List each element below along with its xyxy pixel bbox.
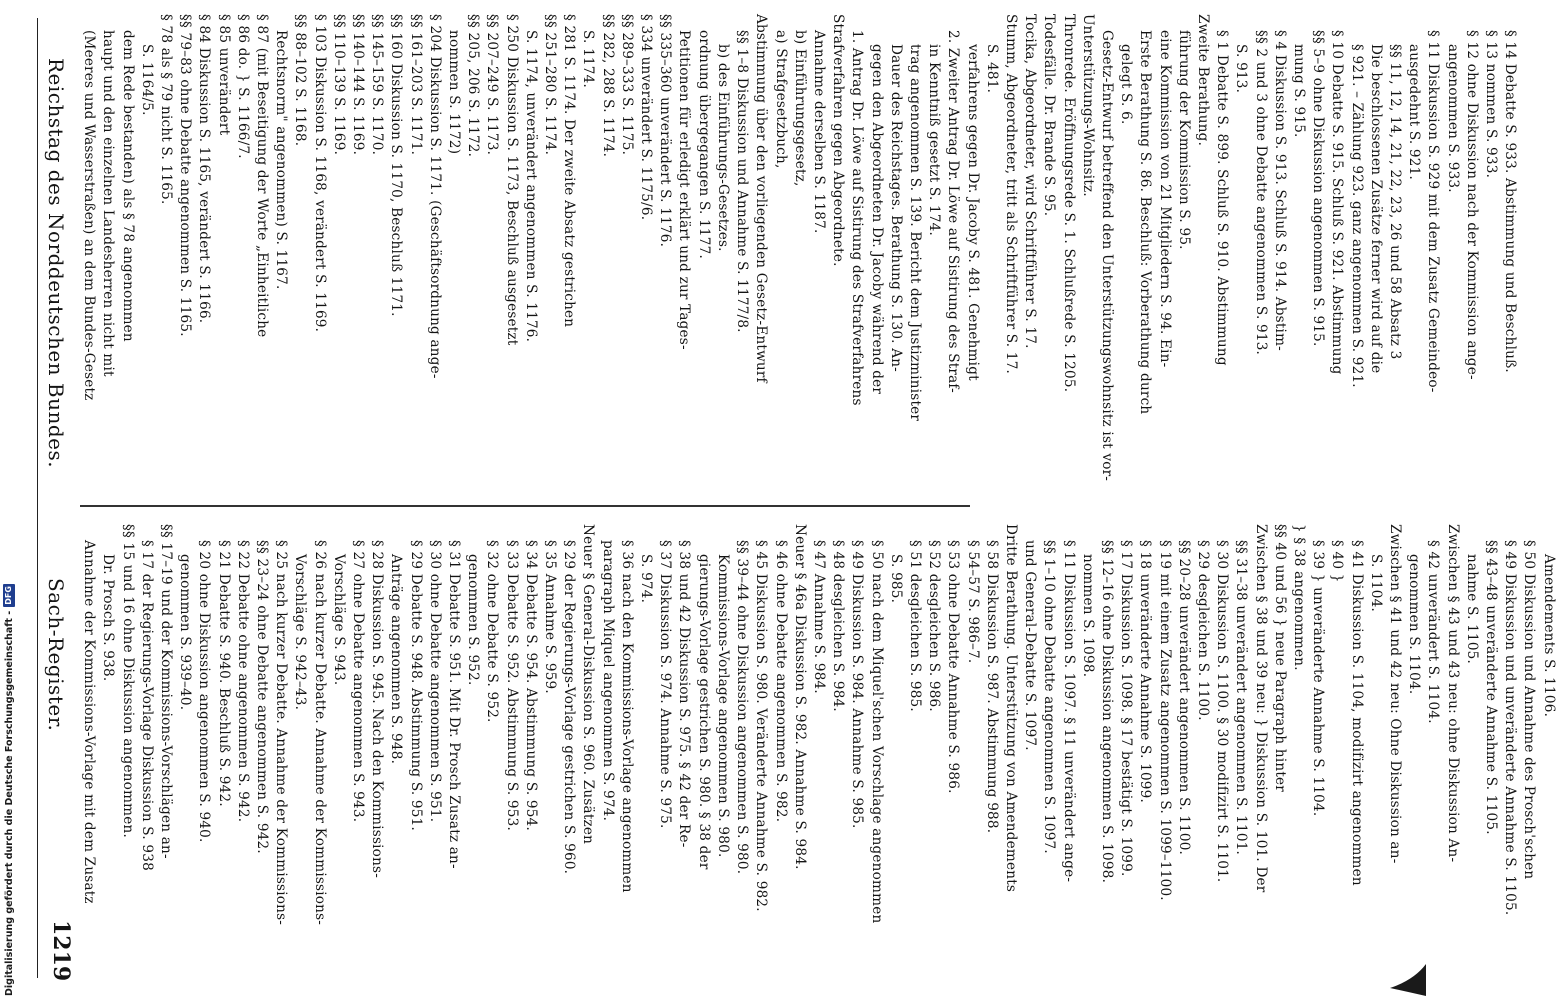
left-column-line: § 78 als § 79 nicht S. 1165. [158, 14, 175, 205]
left-column-line: §§ 110–139 S. 1169. [330, 14, 347, 156]
right-column-line: § 40 } [1329, 540, 1346, 583]
right-column-line: §§ 31–38 unverändert angenommen S. 1101. [1233, 540, 1250, 856]
left-column-line: § 14 Debatte S. 933. Abstimmung und Beschluß. [1502, 30, 1519, 373]
left-column-line: Annahme derselben S. 1187. [810, 30, 827, 234]
right-column-line: § 49 Diskussion S. 984. Annahme S. 985. [849, 540, 866, 829]
left-column-line: § 103 Diskussion S. 1168, verändert S. 1169. [311, 14, 328, 333]
left-column-line: dem Rede bestanden) als § 78 angenommen [119, 30, 136, 342]
left-column-line: §§ 205, 206 S. 1172. [465, 14, 482, 158]
right-column-line: § 18 unveränderte Annahme S. 1099. [1137, 540, 1154, 804]
left-column-line: Dauer des Reichstages. Berathung S. 130. An- [887, 44, 904, 372]
right-column-line: § 50 Diskussion und Annahme des Prosch'schen [1521, 540, 1538, 880]
left-column-line: § 87 (mit Beseitigung der Worte „Einheitliche [254, 14, 271, 338]
left-column-line: Tocika, Abgeordneter, wird Schriftführer S. 17. [1022, 14, 1039, 349]
left-column-line: trag angenommen S. 139. Bericht dem Justizminister [906, 44, 923, 422]
right-column-line: § 28 Diskussion S. 945. Nach den Kommissions- [369, 540, 386, 878]
right-column-line: Vorschläge S. 943. [330, 554, 347, 686]
left-column-line: eine Kommission von 21 Mitgliedern S. 94. Ein- [1156, 30, 1173, 368]
right-column-line: § 30 Diskussion S. 1100. § 30 modifizirt S. 1101. [1214, 540, 1231, 883]
running-head-right: Sach-Register. [44, 578, 68, 732]
running-head-left: Reichstag des Norddeutschen Bundes. [44, 58, 68, 469]
right-column [79, 524, 1557, 994]
right-column-line: } § 38 angenommen. [1291, 524, 1307, 671]
right-column-line: § 38 und 42 Diskussion S. 975. § 42 der Re- [676, 540, 693, 848]
left-column-line: Erste Berathung S. 86. Beschluß: Vorberathung durch [1137, 30, 1154, 415]
right-column-line: § 29 Debatte S. 948. Abstimmung S. 951. [407, 540, 424, 831]
left-column-line: gelegt S. 6. [1118, 44, 1135, 125]
right-column-line: § 50 nach dem Miquel'schen Vorschlage angenommen [868, 540, 885, 924]
left-column-line: führung der Kommission S. 95. [1175, 30, 1192, 250]
left-column-line: S. 481. [983, 44, 1000, 94]
left-column-line: b) des Einführungs-Gesetzes. [714, 44, 731, 252]
left-column-line: Petitionen für erledigt erklärt und zur Tages- [676, 30, 693, 350]
left-column-line: §§ 282, 288 S. 1174. [599, 14, 616, 158]
left-column-line: §§ 2 und 3 ohne Debatte angenommen S. 913. [1252, 30, 1269, 356]
right-column-line: § 32 ohne Debatte S. 952. [484, 540, 501, 723]
right-column-line: §§ 20–28 unverändert angenommen S. 1100. [1175, 540, 1192, 856]
running-head [37, 18, 78, 978]
left-column-line: § 204 Diskussion S. 1171. (Geschäftsordnung ange- [426, 14, 443, 379]
left-column-line: § 4 Diskussion S. 913. Schluß S. 914. Abstim- [1271, 30, 1288, 351]
left-column-line: S. 913. [1233, 44, 1250, 94]
left-column-line: §§ 5–9 ohne Diskussion angenommen S. 915. [1310, 30, 1327, 347]
right-column-line: §§ 23–24 ohne Debatte angenommen S. 942. [254, 540, 271, 854]
right-column-line: § 48 desgleichen S. 984. [830, 540, 847, 712]
right-column-line: §§ 15 und 16 ohne Diskussion angenommen. [119, 524, 136, 838]
right-column-line: Neuer § 46a Diskussion S. 982. Annahme S. 984. [791, 524, 808, 870]
right-column-line: § 27 ohne Debatte angenommen S. 943. [350, 540, 367, 823]
left-column-line: § 13 nommen S. 933. [1483, 30, 1500, 179]
left-column-line: § 86 do. } S. 1166/7. [234, 14, 251, 159]
right-column-line: § 20 ohne Diskussion angenommen S. 940. [196, 540, 213, 843]
right-column-line: Zwischen § 43 und 43 neu: ohne Diskussion An- [1444, 524, 1461, 863]
left-column-line: §§ 145–159 S. 1170. [369, 14, 386, 156]
left-column-line: § 334 unverändert S. 1175/6. [638, 14, 655, 221]
right-column-line: und General-Debatte S. 1097. [1022, 540, 1039, 751]
left-column-line: § 10 Debatte S. 915. Schluß S. 921. Abstimmung [1329, 30, 1346, 375]
left-column-line: haupt und den einzelnen Landesherren nicht mit [100, 30, 117, 377]
right-column-line: § 47 Annahme S. 984. [810, 540, 827, 694]
left-column-line: Unterstützungs-Wohnsitz. [1079, 14, 1096, 197]
left-column-line: a) Strafgesetzbuch, [772, 30, 789, 169]
left-column-line: (Meeres und Wasserstraßen) an dem Bundes-Gesetz [81, 30, 98, 401]
right-column-line: S. 1104. [1367, 554, 1384, 612]
right-column-line: § 33 Debatte S. 952. Abstimmung S. 953. [503, 540, 520, 831]
left-column-line: § 921. – Zählung 923. ganz angenommen S. 921. [1348, 44, 1365, 388]
left-column-line: §§ 160 Diskussion S. 1170, Beschluß 1171. [388, 14, 405, 317]
right-column-line: Kommissions-Vorlage angenommen S. 980. [714, 554, 731, 858]
right-column-line: § 35 Annahme S. 959. [542, 540, 559, 694]
right-column-line: § 17 der Regierungs-Vorlage Diskussion S. 938 [138, 540, 155, 871]
right-column-line: § 22 Debatte ohne angenommen S. 942. [234, 540, 251, 823]
left-column-line: Todesfälle. Dr. Brande S. 95. [1041, 14, 1058, 217]
left-column-line: §§ 88–102 S. 1168. [292, 14, 309, 147]
left-column-line: S. 1174, unverändert angenommen S. 1176. [522, 30, 539, 343]
right-column-line: S. 974. [638, 554, 655, 604]
left-column-line: angenommen S. 933. [1444, 44, 1461, 193]
right-column-line: § 21 Debatte S. 940. Beschluß S. 942. [215, 540, 232, 807]
left-column-line: Stumm, Abgeordneter, tritt als Schriftführer S. 17. [1002, 14, 1019, 375]
right-column-line: § 53 ohne Debatte Annahme S. 986. [945, 540, 962, 794]
column-divider [80, 505, 970, 507]
left-column-line: Die beschlossenen Zusätze ferner wird auf die [1367, 44, 1384, 374]
left-column-line: mung S. 915. [1291, 44, 1307, 138]
right-column-line: § 31 Debatte S. 951. Mit Dr. Prosch Zusatz an- [446, 540, 463, 869]
left-column-line: in Kenntniß gesetzt S. 174. [926, 44, 943, 237]
right-column-line: § 46 ohne Debatte angenommen S. 982. [772, 540, 789, 823]
right-column-line: § 41 Diskussion S. 1104, modifizirt angenommen [1348, 540, 1365, 886]
right-column-line: § 54–57 S. 986–7. [964, 540, 981, 664]
left-column-line: Zweite Berathung. [1194, 14, 1211, 147]
left-column-line: §§ 161–203 S. 1171. [407, 14, 424, 156]
right-column-line: Zwischen § 38 und 39 neu: } Diskussion S. 101. Der [1252, 524, 1269, 893]
right-column-line: § 37 Diskussion S. 974. Annahme S. 975. [657, 540, 674, 829]
right-column-line: § 25 nach kurzer Debatte. Annahme der Kommissions- [273, 540, 290, 926]
right-column-line: §§ 39–44 ohne Diskussion angenommen S. 980. [734, 540, 751, 875]
left-column-line: § 12 ohne Diskussion nach der Kommission ange- [1463, 30, 1480, 380]
right-column-line: § 19 mit einem Zusatz angenommen S. 1099–1100. [1156, 540, 1173, 901]
right-column-line: paragraph Miquel angenommen S. 974. [599, 540, 616, 822]
right-column-line: § 36 nach den Kommissions-Vorlage angenommen [618, 540, 635, 893]
right-column-line: § 51 desgleichen S. 985. [906, 540, 923, 712]
right-column-line: Zwischen § 41 und 42 neu: Ohne Diskussion an- [1387, 524, 1404, 864]
right-column-line: Anträge angenommen S. 948. [388, 554, 405, 765]
left-column-line: Abstimmung über den vorliegenden Gesetz-Entwurf [753, 14, 770, 383]
left-column-line: § 84 Diskussion S. 1165, verändert S. 1166. [196, 14, 213, 324]
left-column-line: § 85 unverändert [215, 14, 232, 136]
left-column-line: gegen den Abgeordneten Dr. Jacoby während der [868, 44, 885, 395]
digitization-credit-text: Digitalisierung gefördert durch die Deutsche Forschungsgemeinschaft - [3, 610, 15, 996]
right-column-line: genommen S. 1104. [1406, 554, 1423, 695]
right-column-line: nommen S. 1098. [1079, 554, 1096, 678]
right-column-line: Neuer § General-Diskussion S. 960. Zusätzen [580, 524, 597, 845]
right-column-line: § 30 ohne Debatte angenommen S. 951. [426, 540, 443, 823]
left-column-line: ausgedehnt S. 921. [1406, 44, 1423, 180]
right-column-line: nahme S. 1105. [1463, 554, 1480, 665]
left-column-line: 2. Zweiter Antrag Dr. Löwe auf Sistirung des Straf- [945, 30, 962, 393]
right-column-line: § 34 Debatte S. 954. Abstimmung S. 954. [522, 540, 539, 831]
right-column-line: Dritte Berathung. Unterstützung von Amendements [1002, 524, 1019, 893]
left-column-line: nommen S. 1172) [446, 30, 463, 155]
right-column-line: S. 985. [887, 554, 904, 604]
right-column-line: Annahme der Kommissions-Vorlage mit dem Zusatz [81, 540, 98, 904]
right-column-line: § 52 desgleichen S. 986. [926, 540, 943, 712]
left-column-line: §§ 140–144 S. 1169. [350, 14, 367, 156]
right-column-line: § 26 nach kurzer Debatte. Annahme der Kommissions- [311, 540, 328, 926]
right-column-line: § 42 unverändert S. 1104. [1425, 540, 1442, 724]
right-column-line: § 29 der Regierungs-Vorlage gestrichen S. 960. [561, 540, 578, 875]
right-column-line: § 45 Diskussion S. 980. Veränderte Annahme S. 982. [753, 540, 770, 912]
right-column-line: §§ 12–16 ohne Diskussion angenommen S. 1098. [1098, 540, 1115, 884]
left-column-line: Rechtsnorm" angenommen) S. 1167. [273, 30, 290, 290]
left-column-line: Gesetz-Entwurf betreffend den Unterstützungswohnsitz ist vor- [1098, 30, 1115, 482]
left-column-line: § 1 Debatte S. 899. Schluß S. 910. Abstimmung [1214, 30, 1231, 366]
left-column-line: § 250 Diskussion S. 1173, Beschluß ausgesetzt [503, 14, 520, 346]
left-column-line: §§ 335–360 unverändert S. 1176. [657, 14, 674, 248]
left-column-line: Thronrede. Eröffnungsrede S. 1. Schlußrede S. 1205. [1060, 14, 1077, 393]
left-column-line: 1. Antrag Dr. Löwe auf Sistirung des Strafverfahrens [849, 30, 866, 406]
right-column-line: § 49 Diskussion und unveränderte Annahme S. 1105. [1502, 540, 1519, 916]
left-column-line: §§ 207–249 S. 1173. [484, 14, 501, 156]
left-column-line: b) Einführungsgesetz, [791, 30, 808, 187]
right-column-line: § 17 Diskussion S. 1098. § 17 bestätigt S. 1099. [1118, 540, 1135, 877]
right-column-line: Amendements S. 1106. [1540, 554, 1557, 718]
right-column-line: § 29 desgleichen S. 1100. [1194, 540, 1211, 721]
page-number: 1219 [48, 920, 74, 982]
right-column-line: gierungs-Vorlage gestrichen S. 980. § 38 der [695, 554, 712, 870]
right-column-line: §§ 1–10 ohne Debatte angenommen S. 1097. [1041, 540, 1058, 854]
right-column-line: § 58 Diskussion S. 987. Abstimmung 988. [983, 540, 1000, 834]
right-column-line: genommen S. 952. [465, 554, 482, 686]
right-column-line: §§ 43–48 unveränderte Annahme S. 1105. [1483, 540, 1500, 835]
right-column-line: § 39 } unveränderte Annahme S. 1104. [1310, 540, 1327, 817]
right-column-line: genommen S. 939–40. [177, 554, 194, 711]
right-column-line: Vorschläge S. 942–43. [292, 554, 309, 711]
right-column-line: §§ 17–19 und der Kommissions-Vorschlägen an- [158, 524, 175, 859]
left-column-line: §§ 289–333 S. 1175. [618, 14, 635, 156]
left-column-line: §§ 1–8 Diskussion und Annahme S. 1177/8. [734, 30, 751, 333]
right-column-line: §§ 40 und 56 } neue Paragraph hinter [1271, 524, 1288, 792]
left-column-line: S. 1164/5. [138, 44, 155, 116]
right-column-line: Dr. Prosch S. 938. [100, 554, 117, 682]
left-column-line: §§ 11, 12, 14, 21, 22, 23, 26 und 58 Absatz 3 [1387, 44, 1404, 360]
left-column-line: §§ 79–83 ohne Debatte angenommen S. 1165. [177, 14, 194, 337]
left-column-line: verfahrens gegen Dr. Jacoby S. 481. Genehmigt [964, 44, 981, 381]
dfg-logo: DFG [4, 586, 13, 605]
page-corner-mark [1386, 958, 1426, 996]
right-column-line: § 11 Diskussion S. 1097. § 11 unverändert ange- [1060, 540, 1077, 883]
left-column-line: ordnung übergegangen S. 1177. [695, 30, 712, 259]
left-column-line: §§ 251–280 S. 1174. [542, 14, 559, 156]
left-column-line: § 11 Diskussion S. 929 mit dem Zusatz Gemeindeo- [1425, 30, 1442, 393]
left-column-line: Strafverfahren gegen Abgeordnete. [830, 14, 847, 267]
left-column [79, 14, 1519, 484]
left-column-line: S. 1174. [580, 30, 597, 88]
left-column-line: § 281 S. 1174. Der zweite Absatz gestrichen [561, 14, 578, 328]
